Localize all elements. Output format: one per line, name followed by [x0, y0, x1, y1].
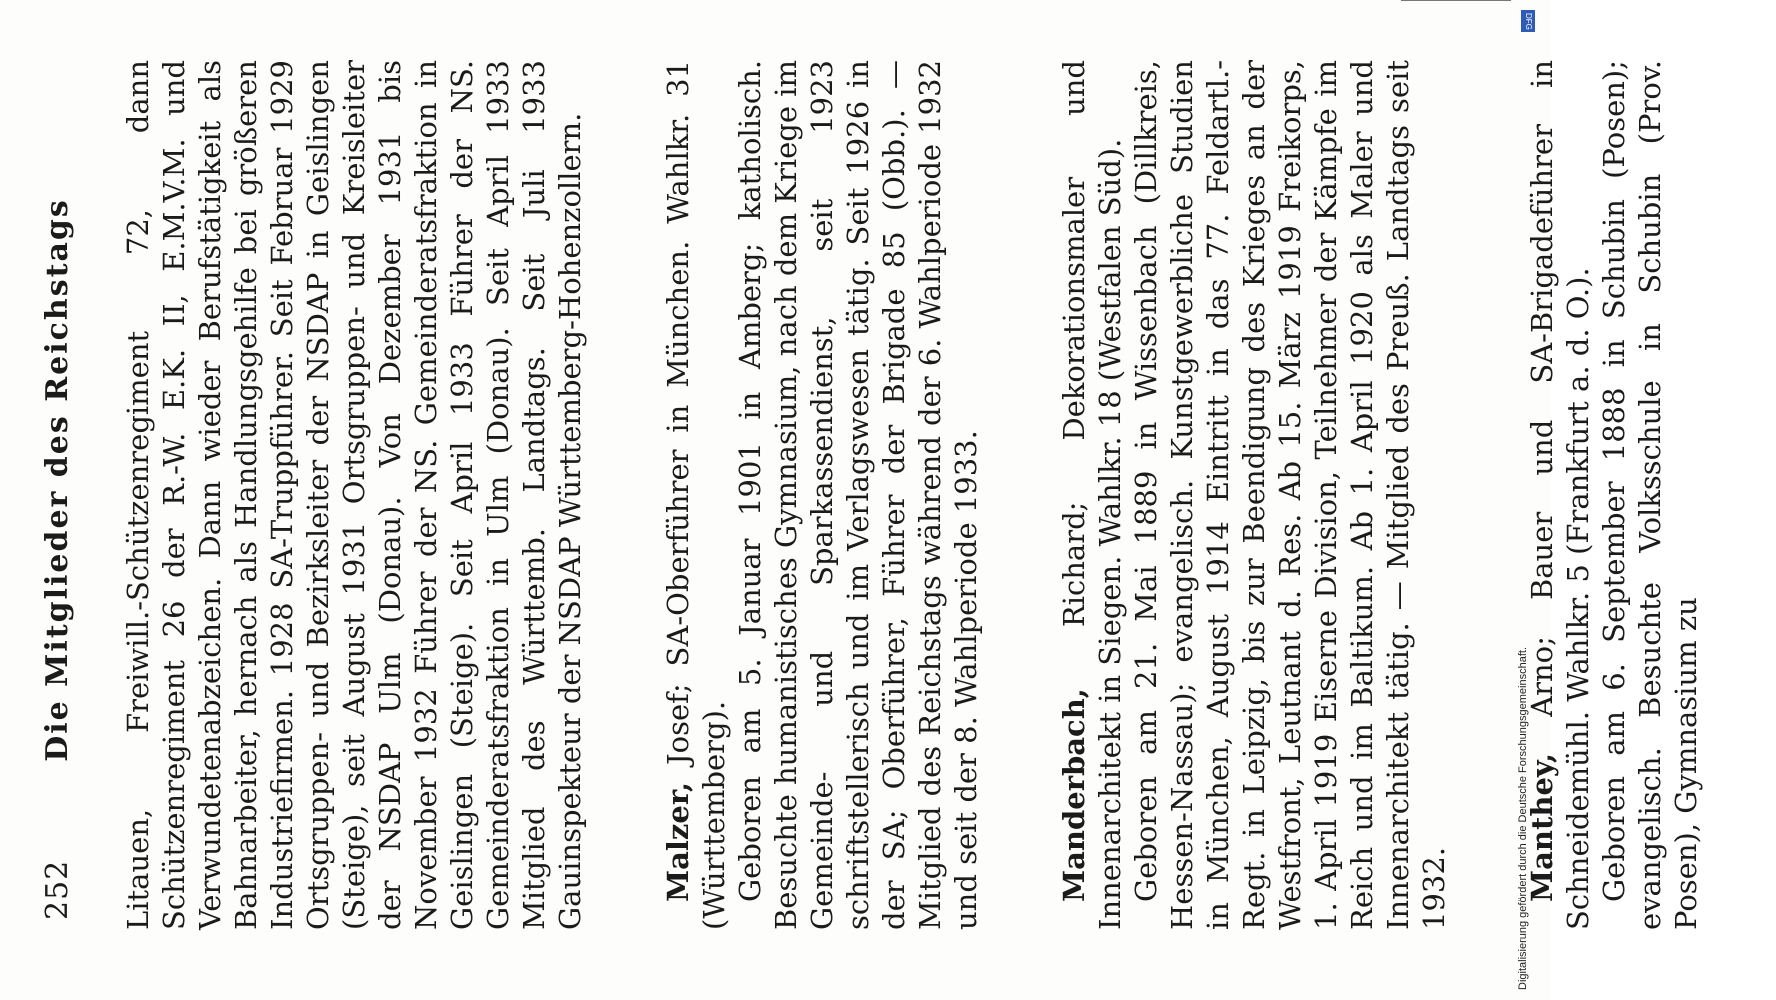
scan-edge-line [1401, 0, 1511, 1]
entry-intro: Josef; SA-Oberführer in München. Wahlkr. 31 (Württemberg). [661, 60, 731, 930]
entry-paragraph: Geboren am 21. Mai 1889 in Wissenbach (Dillkreis, Hessen-Nassau); evangelisch. Kunstgewerbliche Studien in München, August 1914 Eintritt in das 77. Feldartl.-Regt. in Leipzig, bis zur Beendigung des Krieges an der Westfront, Leutnant d. Res. Ab 15. März 1919 Freikorps, 1. April 1919 Eiserne Division, Teilnehmer der Kämpfe im Reich und im Baltikum. Ab 1. April 1920 als Maler und Innenarchitekt tätig. — Mitglied des Preuß. Landtags seit 1932. [1129, 60, 1451, 930]
entry-continuation [120, 60, 588, 930]
dfg-logo: DFG [1521, 10, 1535, 32]
entry-paragraph: Geboren am 6. September 1888 in Schubin (Posen); evangelisch. Besuchte Volksschule in Schubin (Prov. Posen), Gymnasium zu [1597, 60, 1703, 930]
entry-intro: Arno; Bauer und SA-Brigadeführer in Schneidemühl. Wahlkr. 5 (Frankfurt a. d. O.). [1525, 60, 1595, 930]
entry-name: Malzer, [661, 781, 695, 902]
entry-intro: Richard; Dekorationsmaler und Innenarchitekt in Siegen. Wahlkr. 18 (Westfalen Süd). [1057, 60, 1127, 930]
entry-manderbach [1056, 60, 1452, 930]
page-number: 252 [40, 859, 75, 920]
running-head: Die Mitglieder des Reichstags [40, 198, 75, 762]
digitization-note: Digitalisierung gefördert durch die Deutsche Forschungsgemeinschaft. [1517, 646, 1529, 990]
entry-heading [1056, 60, 1128, 930]
entry-name: Manthey, [1525, 752, 1559, 902]
page-header [40, 40, 90, 920]
entry-paragraph: Geboren am 5. Januar 1901 in Amberg; katholisch. Besuchte humanistisches Gymnasium, nach dem Kriege im Gemeinde- und Sparkassendienst, seit 1923 schriftstellerisch und im Verlagswesen tätig. Seit 1926 in der SA; Oberführer, Führer der Brigade 85 (Obb.). — Mitglied des Reichstags während der 6. Wahlperiode 1932 und seit der 8. Wahlperiode 1933. [733, 60, 983, 930]
entry-malzer [660, 60, 984, 930]
entry-name: Manderbach, [1057, 688, 1091, 902]
digitization-footer [1517, 0, 1537, 1000]
entry-paragraph: Litauen, Freiwill.-Schützenregiment 72, dann Schützenregiment 26 der R.-W. E.K. II, E.M.V.M. und Verwundetenabzeichen. Dann wieder Berufstätigkeit als Bahnarbeiter, hernach als Handlungsgehilfe bei größeren Industriefirmen. 1928 SA-Truppführer. Seit Februar 1929 Ortsgruppen- und Bezirksleiter der NSDAP in Geislingen (Steige), seit August 1931 Ortsgruppen- und Kreisleiter der NSDAP Ulm (Donau). Von Dezember 1931 bis November 1932 Führer der NS. Gemeinderatsfraktion in Geislingen (Steige). Seit April 1933 Führer der NS. Gemeinderatsfraktion in Ulm (Donau). Seit April 1933 Mitglied des Württemb. Landtags. Seit Juli 1933 Gauinspekteur der NSDAP Württemberg-Hohenzollern. [121, 60, 587, 930]
entry-heading [660, 60, 732, 930]
entry-manthey [1524, 60, 1704, 930]
